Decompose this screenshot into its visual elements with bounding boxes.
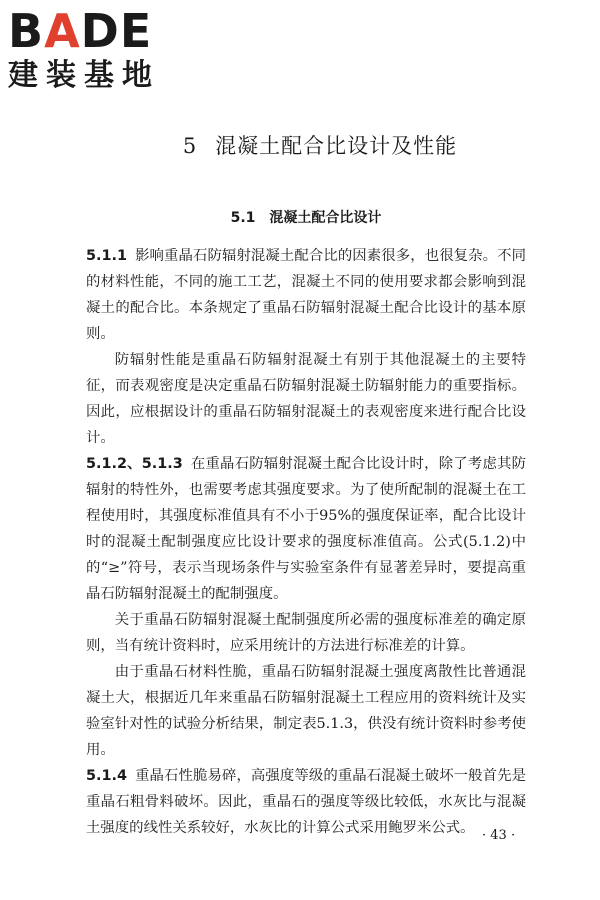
- clause-number: 5.1.2、5.1.3: [86, 456, 183, 472]
- chapter-title: [20, 130, 600, 160]
- paragraph-text: 由于重晶石材料性脆，重晶石防辐射混凝土强度离散性比普通混凝土大，根据近几年来重晶石防辐射混凝土工程应用的资料统计及实验室针对性的试验分析结果，制定表5.1.3，供没有统计资料时参考使用。: [86, 664, 526, 758]
- paragraph: [86, 347, 526, 451]
- brand-accent-letter: A: [44, 4, 81, 58]
- chapter-title-text: 混凝土配合比设计及性能: [215, 134, 458, 158]
- paragraph: [86, 763, 526, 841]
- paragraph: [86, 243, 526, 347]
- paragraph-text: 在重晶石防辐射混凝土配合比设计时，除了考虑其防辐射的特性外，也需要考虑其强度要求。为了使所配制的混凝土在工程使用时，其强度标准值具有不小于95%的强度保证率，配合比设计时的混凝土配制强度应比设计要求的强度标准值高。公式(5.1.2)中的“≥”符号，表示当现场条件与实验室条件有显著差异时，要提高重晶石防辐射混凝土的配制强度。: [86, 456, 526, 602]
- paragraph-text: 防辐射性能是重晶石防辐射混凝土有别于其他混凝土的主要特征，而表观密度是决定重晶石防辐射混凝土防辐射能力的重要指标。因此，应根据设计的重晶石防辐射混凝土的表观密度来进行配合比设计。: [86, 352, 526, 446]
- brand-suffix: DE: [80, 4, 153, 58]
- section-title: [6, 207, 600, 227]
- clause-number: 5.1.1: [86, 248, 127, 264]
- brand-subtitle: 建装基地: [8, 58, 160, 93]
- page-number: · 43 ·: [482, 828, 516, 843]
- section-title-text: 混凝土配合比设计: [269, 210, 382, 226]
- paragraph: [86, 659, 526, 763]
- body-text: [86, 243, 526, 841]
- chapter-number: 5: [182, 134, 198, 158]
- paragraph: [86, 451, 526, 607]
- brand-prefix: B: [8, 4, 45, 58]
- paragraph: [86, 607, 526, 659]
- clause-number: 5.1.4: [86, 768, 127, 784]
- paragraph-text: 关于重晶石防辐射混凝土配制强度所必需的强度标准差的确定原则，当有统计资料时，应采用统计的方法进行标准差的计算。: [86, 612, 526, 654]
- brand-logo: [8, 6, 178, 94]
- section-number: 5.1: [230, 210, 256, 226]
- paragraph-text: 重晶石性脆易碎，高强度等级的重晶石混凝土破坏一般首先是重晶石粗骨料破坏。因此，重晶石的强度等级比较低，水灰比与混凝土强度的线性关系较好，水灰比的计算公式采用鲍罗米公式。: [86, 768, 526, 836]
- brand-wordmark: [8, 6, 178, 56]
- paragraph-text: 影响重晶石防辐射混凝土配合比的因素很多，也很复杂。不同的材料性能，不同的施工工艺，混凝土不同的使用要求都会影响到混凝土的配合比。本条规定了重晶石防辐射混凝土配合比设计的基本原则。: [86, 248, 526, 342]
